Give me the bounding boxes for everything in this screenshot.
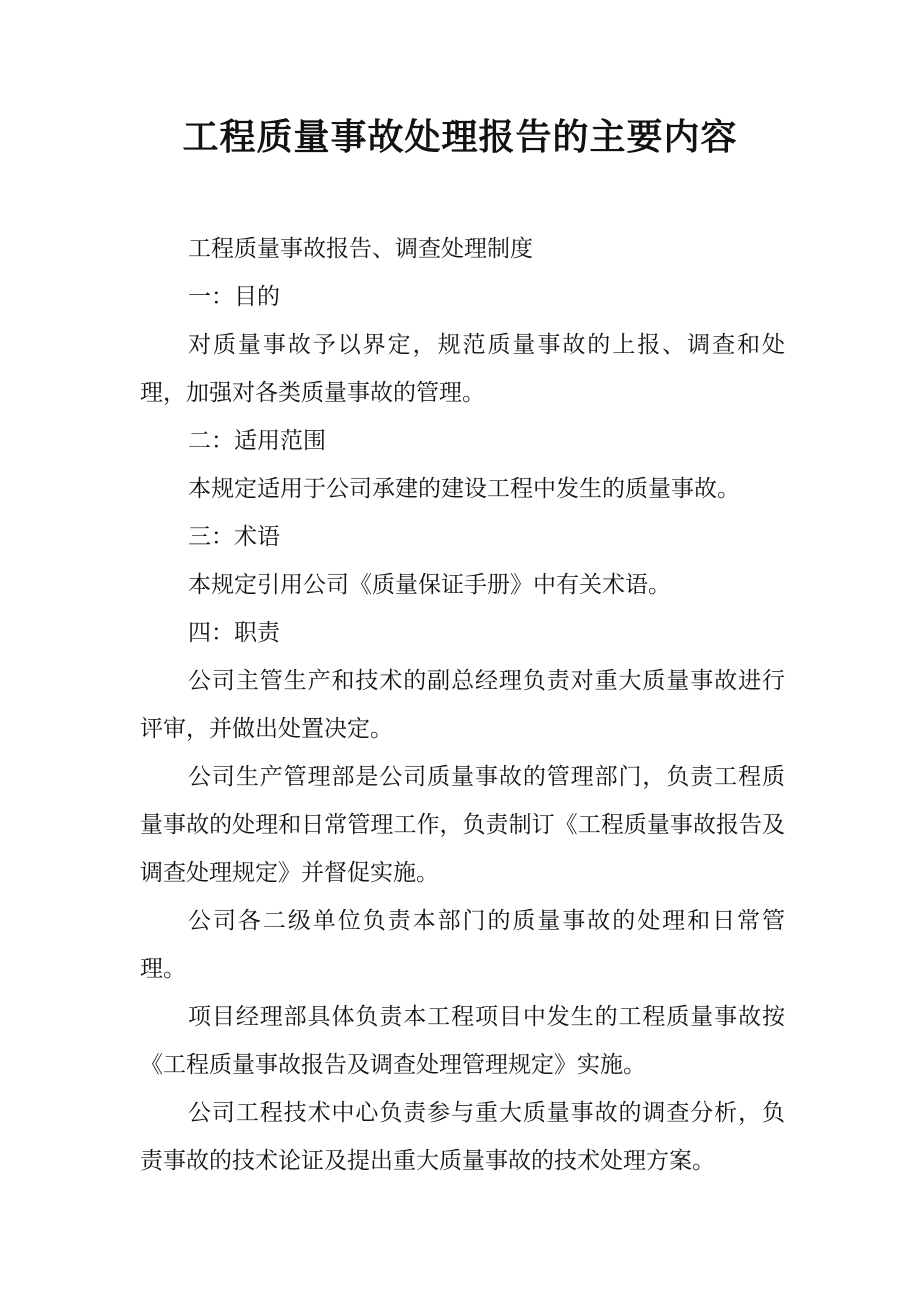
section-heading-duties: 四：职责 — [188, 620, 280, 646]
paragraph-scope: 本规定适用于公司承建的建设工程中发生的质量事故。 — [188, 476, 740, 502]
paragraph-purpose: 对质量事故予以界定，规范质量事故的上报、调查和处理，加强对各类质量事故的管理。 — [140, 332, 785, 406]
section-heading-scope: 二：适用范围 — [188, 428, 326, 454]
paragraph-duty-production-dept: 公司生产管理部是公司质量事故的管理部门，负责工程质量事故的处理和日常管理工作，负责制订《工程质量事故报告及调查处理规定》并督促实施。 — [140, 764, 785, 886]
document-title: 工程质量事故处理报告的主要内容 — [182, 116, 738, 158]
paragraph-duty-units: 公司各二级单位负责本部门的质量事故的处理和日常管理。 — [140, 908, 785, 982]
paragraph-terms: 本规定引用公司《质量保证手册》中有关术语。 — [188, 572, 671, 598]
paragraph-duty-tech-center: 公司工程技术中心负责参与重大质量事故的调查分析，负责事故的技术论证及提出重大质量事故的技术处理方案。 — [140, 1100, 785, 1174]
document-body — [140, 225, 785, 1185]
paragraph-heading-system: 工程质量事故报告、调查处理制度 — [188, 236, 533, 262]
paragraph-duty-project-dept: 项目经理部具体负责本工程项目中发生的工程质量事故按《工程质量事故报告及调查处理管理规定》实施。 — [140, 1004, 785, 1078]
paragraph-duty-vp: 公司主管生产和技术的副总经理负责对重大质量事故进行评审，并做出处置决定。 — [140, 668, 785, 742]
section-heading-purpose: 一：目的 — [188, 284, 280, 310]
section-heading-terms: 三：术语 — [188, 524, 280, 550]
